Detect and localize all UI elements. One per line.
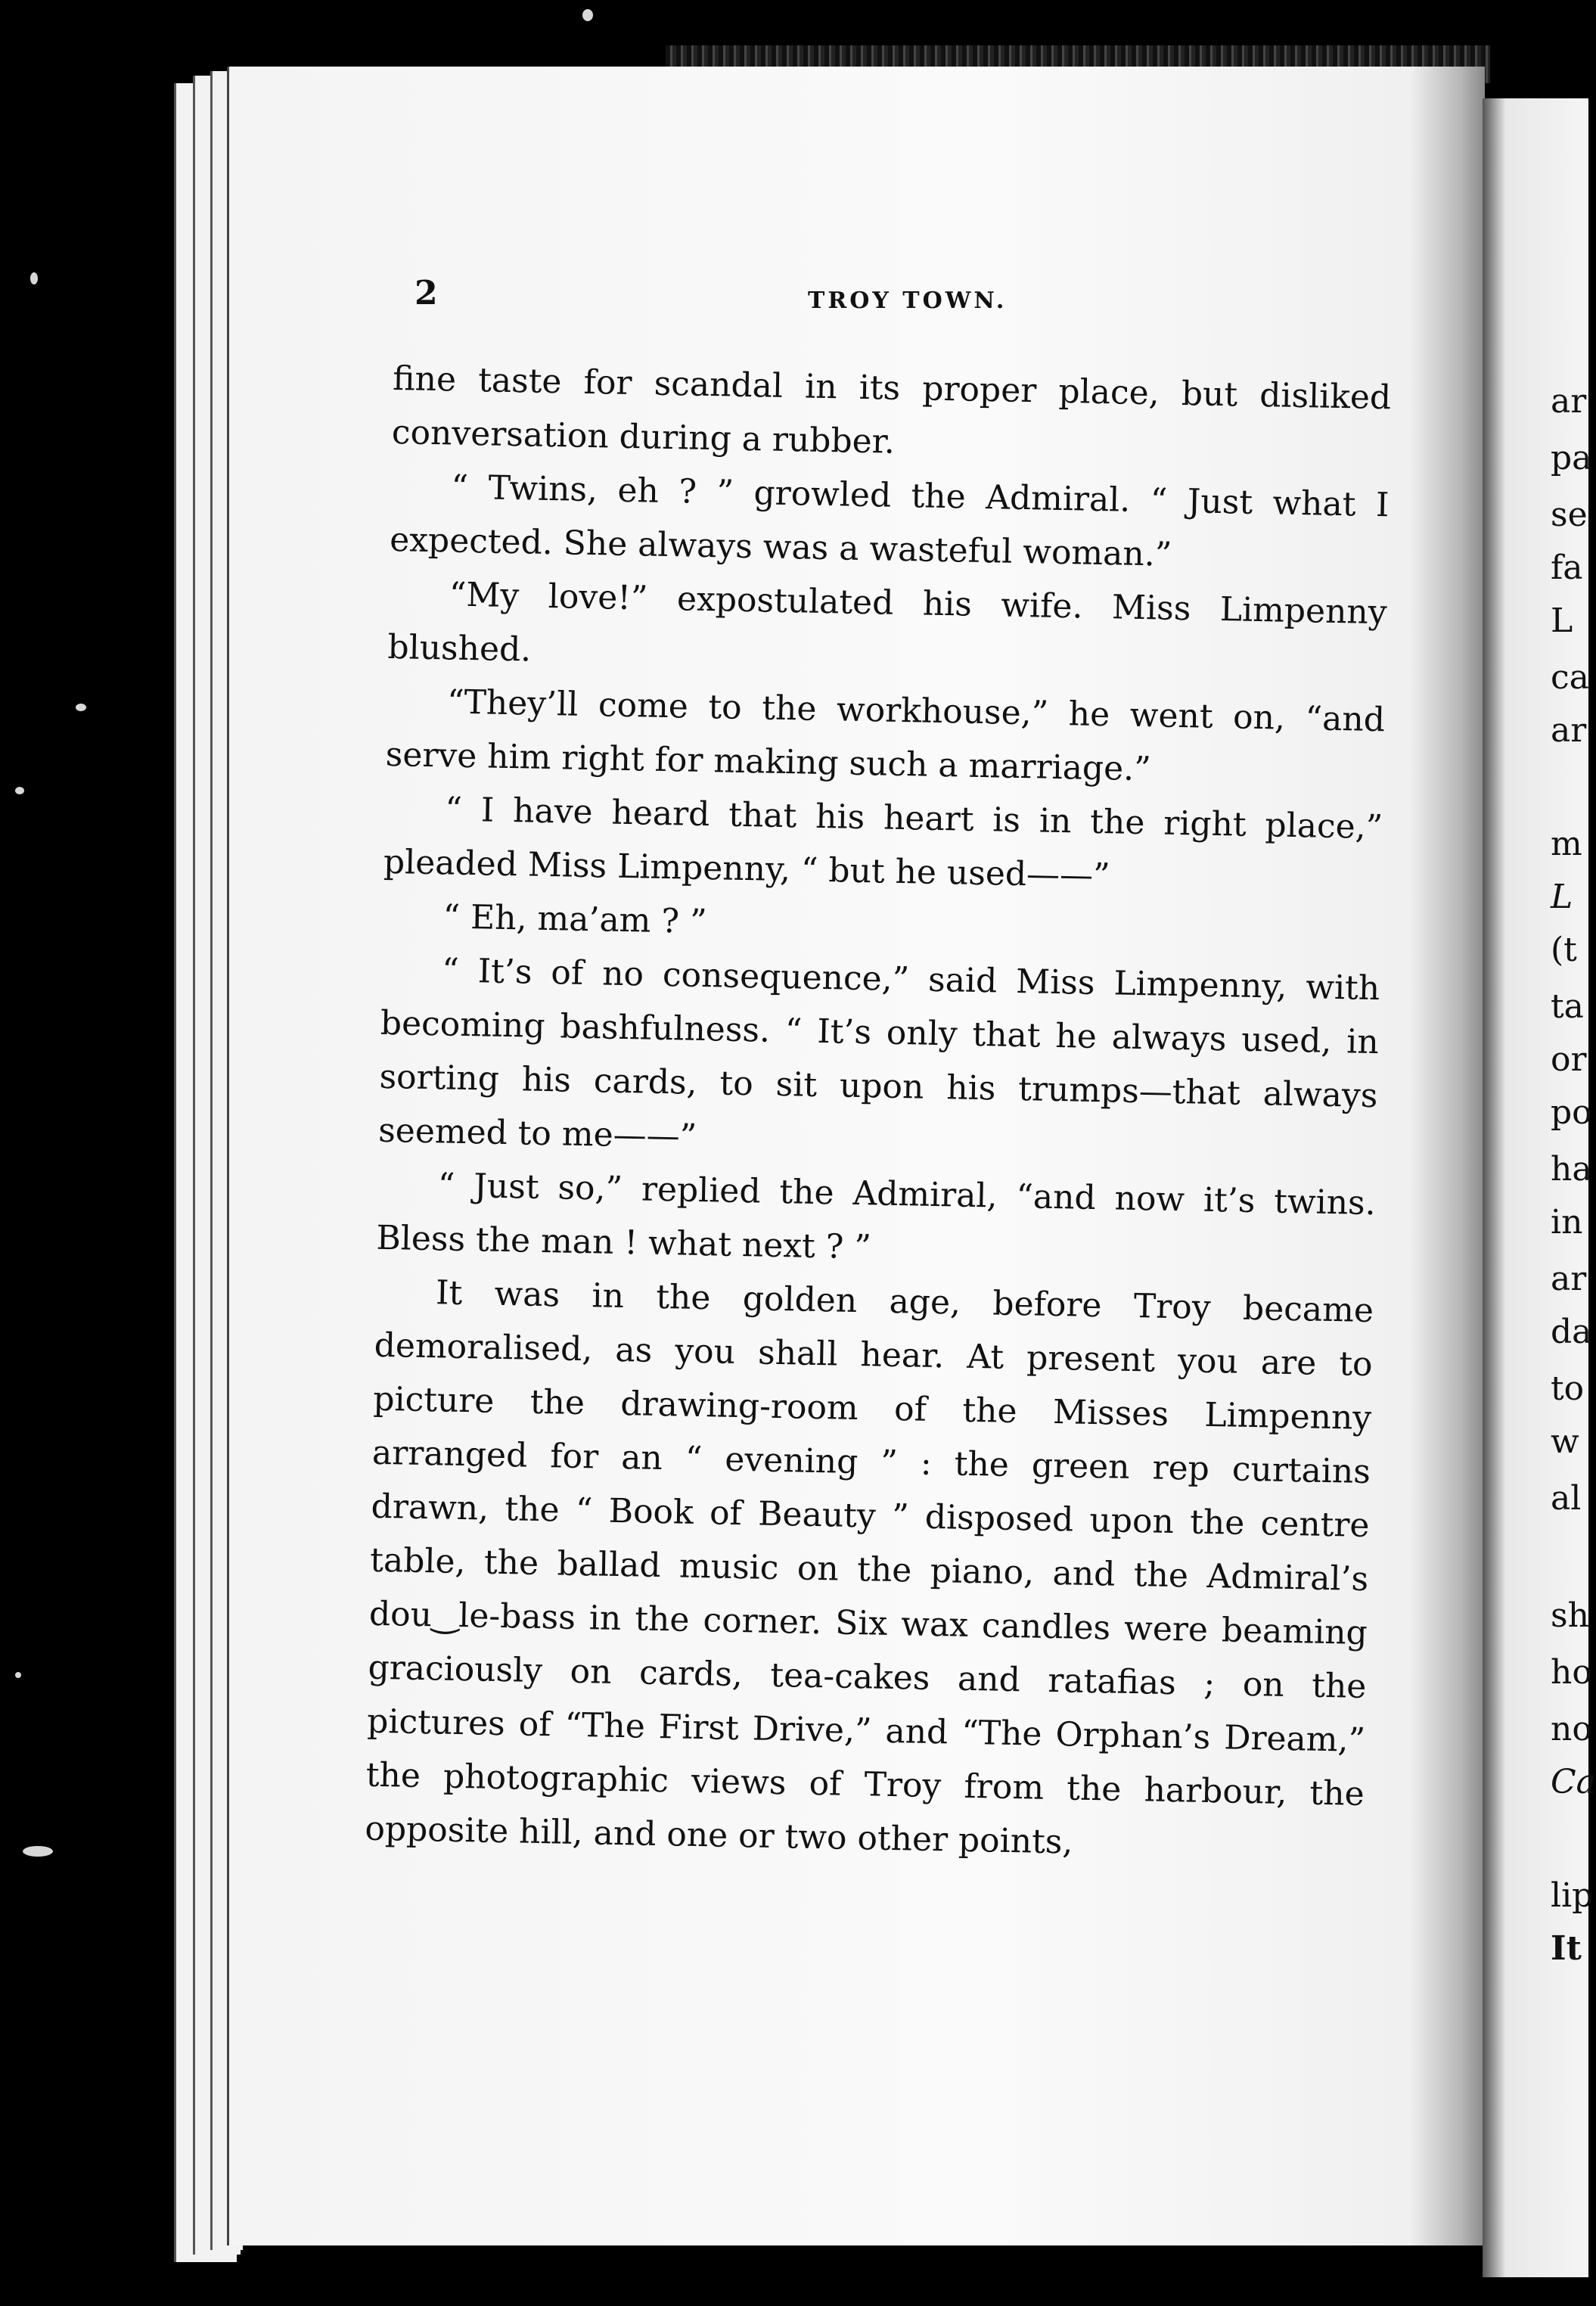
facing-fragment: ca (1551, 658, 1589, 697)
facing-fragment: to (1551, 1369, 1585, 1408)
facing-fragment: po (1551, 1093, 1592, 1132)
scan-speck (23, 1846, 53, 1857)
facing-fragment: al (1551, 1479, 1582, 1518)
running-head: TROY TOWN. (808, 287, 1008, 314)
facing-fragment: L (1551, 878, 1573, 916)
scan-speck (76, 704, 86, 711)
facing-fragment: ho (1551, 1653, 1592, 1692)
scan-speck (15, 1672, 21, 1678)
scan-speck (15, 787, 24, 794)
facing-fragment: ar (1551, 382, 1587, 421)
paragraph: “ Eh, ma’am ? ” (442, 897, 707, 942)
paragraph: “ Twins, eh ? ” growled the Admiral. “ Just what I expected. She always was a wasteful woman.” (389, 468, 1390, 574)
paragraph: It was in the golden age, before Troy became demoralised, as you shall hear. At present you are to picture the drawing-room of the Misses Limpenny arranged for an “ evening ” : the green rep curtains drawn, the “ Book of Beauty ” disposed upon the centre table, the ballad music on the piano, and the Admiral’s dou‿le-bass in the corner. Six wax candles were beaming graciously on cards, tea-cakes and ratafias ; on the pictures of “The First Drive,” and “The Orphan’s Dream,” the photographic views of Troy from the harbour, the opposite hill, and one or two other points, (365, 1273, 1374, 1862)
facing-fragment: no (1551, 1710, 1592, 1748)
facing-fragment: L (1551, 601, 1573, 640)
paragraph: fine taste for scandal in its proper place, but disliked conversation during a rubber. (391, 359, 1392, 462)
facing-fragment: pa (1551, 439, 1592, 477)
scan-speck (30, 272, 38, 284)
facing-fragment: It (1551, 1929, 1582, 1968)
facing-fragment: m (1551, 825, 1582, 863)
scan-speck (582, 9, 593, 21)
facing-fragment: w (1551, 1422, 1579, 1461)
facing-fragment: or (1551, 1040, 1587, 1079)
facing-fragment: fa (1551, 549, 1583, 587)
facing-fragment: sh (1551, 1596, 1589, 1635)
page-header (415, 274, 1398, 319)
facing-fragment: ta (1551, 987, 1584, 1026)
page-number: 2 (415, 274, 438, 312)
paragraph: “My love!” expostulated his wife. Miss Limpenny blushed. (387, 575, 1388, 670)
facing-fragment: ar (1551, 1260, 1587, 1298)
facing-fragment: lip (1551, 1876, 1594, 1915)
paragraph: “They’ll come to the workhouse,” he went on, “and serve him right for making such a marriage.” (385, 682, 1386, 789)
facing-fragment: da (1551, 1313, 1592, 1351)
facing-fragment: (t (1551, 931, 1577, 969)
facing-fragment: ha (1551, 1150, 1592, 1189)
facing-fragment: se (1551, 496, 1588, 534)
paragraph: “ I have heard that his heart is in the right place,” pleaded Miss Limpenny, “ but he used——” (383, 790, 1383, 896)
facing-fragment: in (1551, 1203, 1583, 1242)
page-body (365, 352, 1392, 1875)
facing-fragment: Ca (1551, 1763, 1596, 1801)
paragraph: “ It’s of no consequence,” said Miss Limpenny, with becoming bashfulness. “ It’s only that he always used, in sorting his cards, to sit upon his trumps—that always seemed to me——” (377, 951, 1380, 1156)
facing-fragment: ar (1551, 711, 1587, 750)
paragraph: “ Just so,” replied the Admiral, “and now it’s twins. Bless the man ! what next ? ” (376, 1166, 1377, 1267)
